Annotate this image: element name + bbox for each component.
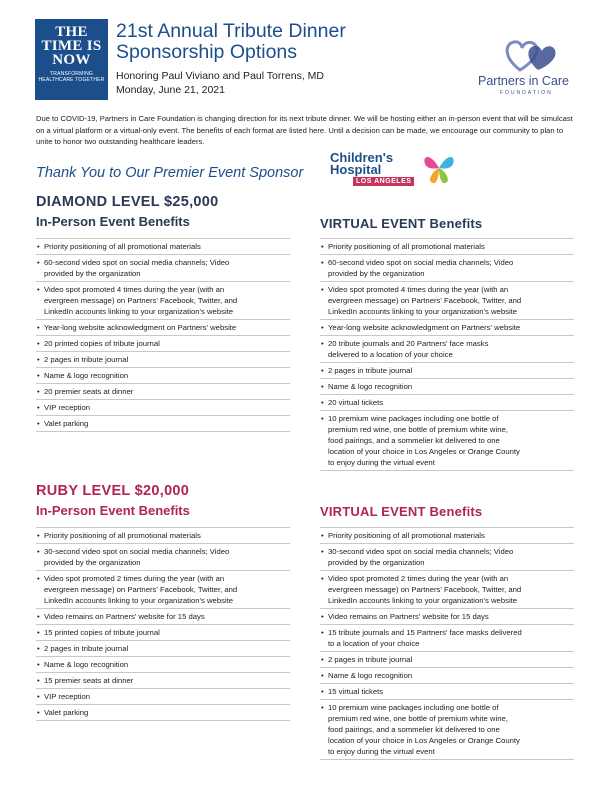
ruby-virtual-list (320, 527, 574, 760)
logo-line-1: THE (55, 24, 88, 40)
benefit-text: 15 printed copies of tribute journal (44, 628, 160, 637)
benefit-text: Video spot promoted 2 times during the year (with an evergreen message) on Partners' Facebook, Twitter, and LinkedIn accounts linking to your organization's website (44, 574, 238, 605)
benefit-item (36, 238, 290, 254)
ruby-in-person-list (36, 527, 290, 721)
ruby-virtual-heading: VIRTUAL EVENT Benefits (320, 504, 483, 519)
benefit-item (36, 254, 290, 281)
benefit-text: Year-long website acknowledgment on Partners' website (328, 323, 521, 332)
benefit-text: 2 pages in tribute journal (44, 355, 129, 364)
page-title (116, 21, 406, 63)
benefit-text: 2 pages in tribute journal (44, 644, 129, 653)
benefit-item (320, 651, 574, 667)
benefit-item (320, 362, 574, 378)
benefit-item (36, 688, 290, 704)
benefit-text: Year-long website acknowledgment on Partners' website (44, 323, 237, 332)
benefit-text: Name & logo recognition (328, 671, 413, 680)
benefit-text: Name & logo recognition (328, 382, 413, 391)
benefit-text: 60-second video spot on social media channels; Video provided by the organization (44, 258, 230, 278)
benefit-item (36, 656, 290, 672)
benefit-text: Valet parking (44, 419, 89, 428)
benefit-item (320, 335, 574, 362)
benefit-item (36, 640, 290, 656)
benefit-item (320, 624, 574, 651)
honorees: Honoring Paul Viviano and Paul Torrens, MD (116, 70, 324, 82)
partners-in-care-name: Partners in Care (478, 74, 570, 88)
benefit-text: Priority positioning of all promotional materials (328, 531, 485, 540)
benefit-text: 20 virtual tickets (328, 398, 384, 407)
benefit-item (36, 608, 290, 624)
benefit-item (36, 281, 290, 319)
benefit-item (36, 704, 290, 721)
benefit-item (320, 238, 574, 254)
benefit-text: VIP reception (44, 692, 91, 701)
benefit-text: 15 virtual tickets (328, 687, 384, 696)
benefit-item (36, 624, 290, 640)
benefit-item (320, 527, 574, 543)
thank-you-heading: Thank You to Our Premier Event Sponsor (36, 165, 304, 181)
benefit-text: Priority positioning of all promotional materials (44, 531, 201, 540)
benefit-item (320, 254, 574, 281)
benefit-text: 30-second video spot on social media channels; Video provided by the organization (328, 547, 514, 567)
benefit-item (320, 570, 574, 608)
benefit-item (36, 351, 290, 367)
benefit-item (36, 527, 290, 543)
benefit-item (320, 394, 574, 410)
benefit-text: Video spot promoted 4 times during the year (with an evergreen message) on Partners' Facebook, Twitter, and LinkedIn accounts linking to your organization's website (328, 285, 522, 316)
ruby-in-person-heading: In-Person Event Benefits (36, 503, 190, 518)
event-date: Monday, June 21, 2021 (116, 84, 225, 96)
partners-in-care-logo (478, 36, 588, 102)
diamond-virtual-heading: VIRTUAL EVENT Benefits (320, 216, 483, 231)
logo-line-3: NOW (52, 52, 91, 68)
benefit-text: Video spot promoted 4 times during the year (with an evergreen message) on Partners' Facebook, Twitter, and LinkedIn accounts linking to your organization's website (44, 285, 238, 316)
benefit-text: 10 premium wine packages including one bottle of premium red wine, one bottle of premium white wine, food pairings, and a sommelier kit delivered to one location of your choice in Los Angeles or Orange County to enjoy during the virtual event (328, 703, 520, 756)
benefit-item (36, 672, 290, 688)
benefit-text: Valet parking (44, 708, 89, 717)
foundation-label: FOUNDATION (500, 90, 553, 96)
title-line-1: 21st Annual Tribute Dinner (116, 20, 346, 42)
benefit-text: 20 printed copies of tribute journal (44, 339, 160, 348)
benefit-item (320, 378, 574, 394)
ruby-level-heading: RUBY LEVEL $20,000 (36, 483, 190, 499)
benefit-text: Video spot promoted 2 times during the year (with an evergreen message) on Partners' Facebook, Twitter, and LinkedIn accounts linking to your organization's website (328, 574, 522, 605)
benefit-item (320, 608, 574, 624)
intro-paragraph: Due to COVID-19, Partners in Care Foundation is changing direction for its next tribute dinner. We will be hosting either an in-person event that will be simulcast on a virtual platform or a virtual-only event. The benefits of each format are listed here. Until a decision can be made, we encourage our community to plan to unite to honor two outstanding healthcare leaders. (36, 114, 573, 146)
benefit-text: Name & logo recognition (44, 660, 129, 669)
benefit-text: Priority positioning of all promotional materials (44, 242, 201, 251)
chla-line-1: Children's (330, 150, 394, 165)
benefit-text: 2 pages in tribute journal (328, 366, 413, 375)
butterfly-icon (422, 150, 456, 186)
benefit-text: 15 premier seats at dinner (44, 676, 134, 685)
chla-name (330, 152, 393, 176)
benefit-text: 20 tribute journals and 20 Partners' face masks delivered to a location of your choice (328, 339, 489, 359)
diamond-level-heading: DIAMOND LEVEL $25,000 (36, 194, 219, 210)
benefit-item (320, 543, 574, 570)
benefit-item (36, 335, 290, 351)
benefit-text: 2 pages in tribute journal (328, 655, 413, 664)
benefit-text: Priority positioning of all promotional materials (328, 242, 485, 251)
benefit-text: 20 premier seats at dinner (44, 387, 134, 396)
benefit-item (36, 319, 290, 335)
title-line-2: Sponsorship Options (116, 41, 298, 63)
benefit-text: Video remains on Partners' website for 15 days (328, 612, 489, 621)
benefit-item (36, 383, 290, 399)
diamond-in-person-heading: In-Person Event Benefits (36, 214, 190, 229)
childrens-hospital-logo (330, 152, 460, 192)
logo-tagline: TRANSFORMING HEALTHCARE TOGETHER (38, 71, 105, 83)
benefit-item (36, 543, 290, 570)
benefit-text: Name & logo recognition (44, 371, 129, 380)
benefit-text: 30-second video spot on social media channels; Video provided by the organization (44, 547, 230, 567)
benefit-text: VIP reception (44, 403, 91, 412)
diamond-virtual-list (320, 238, 574, 471)
benefit-item (36, 415, 290, 432)
benefit-item (320, 667, 574, 683)
benefit-item (36, 570, 290, 608)
benefit-text: 10 premium wine packages including one bottle of premium red wine, one bottle of premium white wine, food pairings, and a sommelier kit delivered to one location of your choice in Los Angeles or Orange County to enjoy during the virtual event (328, 414, 520, 467)
benefit-text: Video remains on Partners' website for 15 days (44, 612, 205, 621)
chla-los-angeles: LOS ANGELES (353, 177, 414, 186)
benefit-text: 60-second video spot on social media channels; Video provided by the organization (328, 258, 514, 278)
benefit-item (320, 319, 574, 335)
the-time-is-now-logo (35, 19, 108, 100)
benefit-item (36, 367, 290, 383)
benefit-text: 15 tribute journals and 15 Partners' face masks delivered to a location of your choice (328, 628, 522, 648)
benefit-item (320, 410, 574, 471)
logo-line-2: TIME IS (41, 38, 102, 54)
benefit-item (320, 683, 574, 699)
benefit-item (36, 399, 290, 415)
benefit-item (320, 281, 574, 319)
benefit-item (320, 699, 574, 760)
diamond-in-person-list (36, 238, 290, 432)
chla-line-2: Hospital (330, 162, 382, 177)
hearts-icon (500, 36, 570, 74)
